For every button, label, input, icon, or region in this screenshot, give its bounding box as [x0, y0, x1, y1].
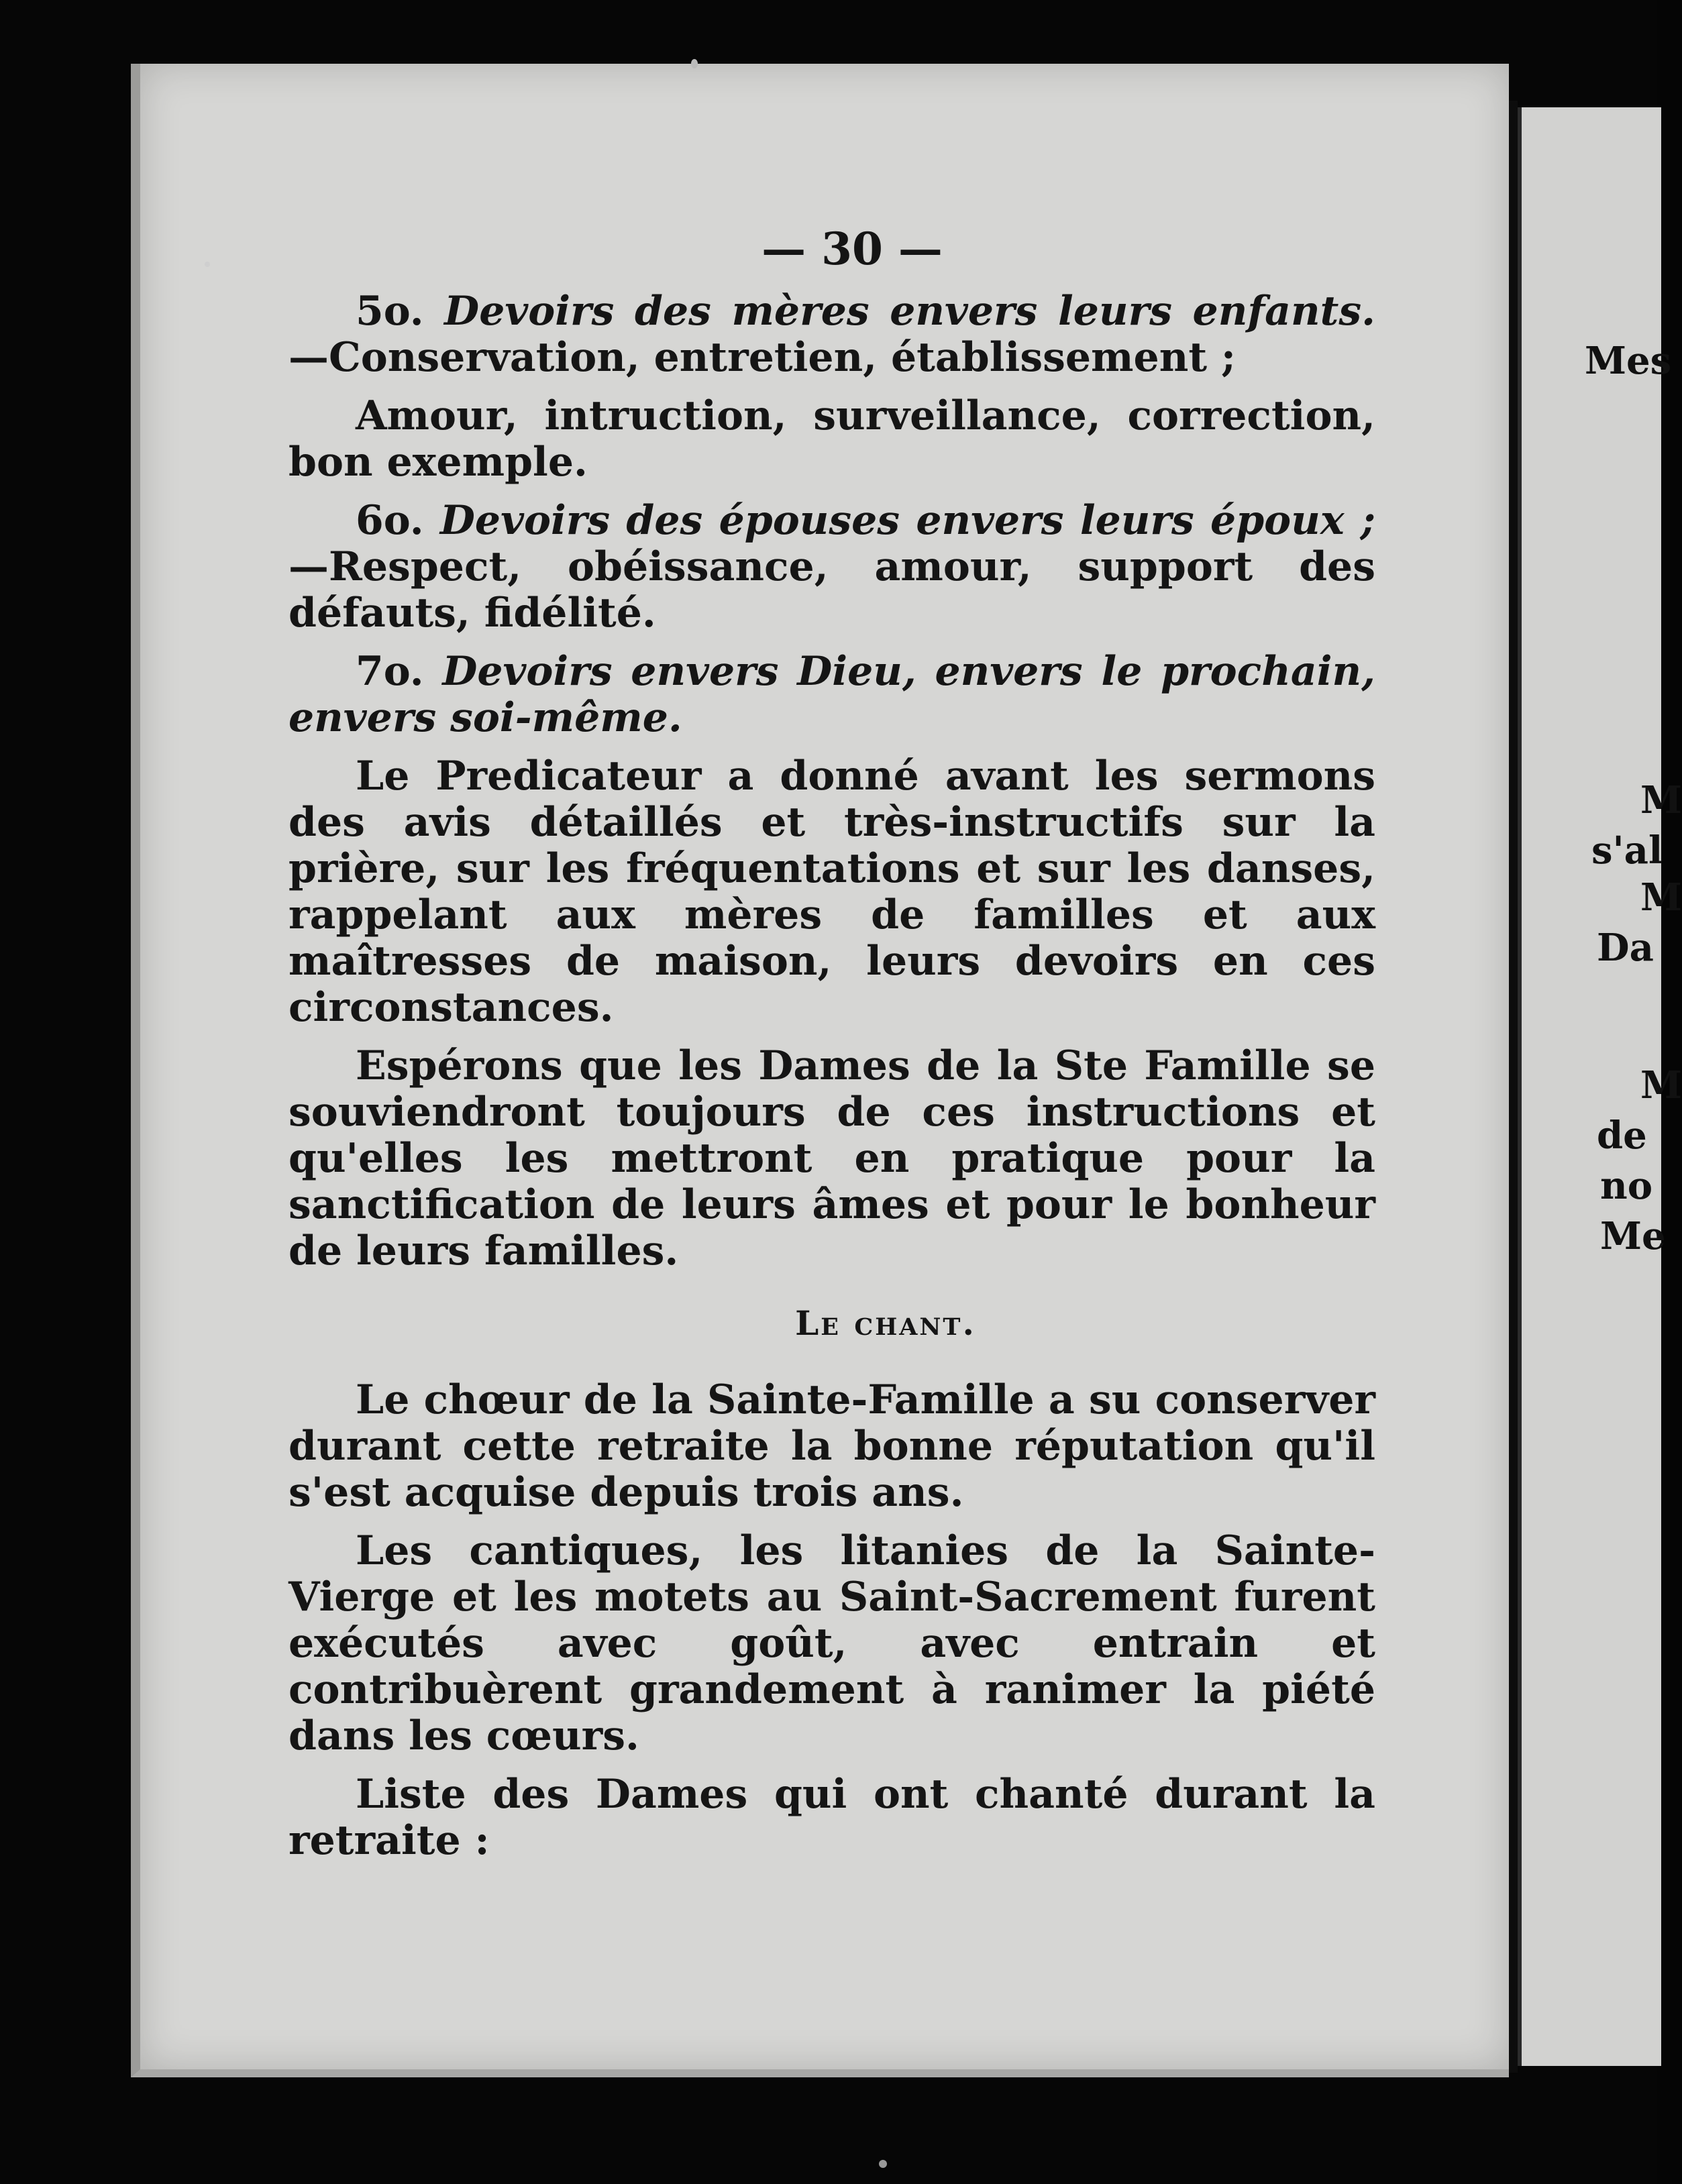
facing-page-fragment: Me	[1600, 1214, 1666, 1258]
facing-page-fragment: no	[1600, 1164, 1653, 1208]
dust-speck	[691, 59, 698, 68]
body-paragraph: Espérons que les Dames de la Ste Famille se souviendront toujours de ces instructions et qu'elles les mettront en pratique pour la sanctification de leurs âmes et pour le bonheur de leurs familles.	[288, 1042, 1375, 1274]
facing-page-fragment: Da	[1597, 926, 1654, 970]
item-number: 5o.	[356, 288, 424, 335]
dust-speck	[879, 2160, 887, 2168]
numbered-item	[288, 498, 1375, 637]
numbered-item	[288, 288, 1375, 381]
body-paragraph: Liste des Dames qui ont chanté durant la retraite :	[288, 1771, 1375, 1864]
facing-page-fragment: M	[1640, 778, 1682, 822]
facing-page-fragment: de	[1597, 1113, 1647, 1158]
item-text: Amour, intruction, surveillance, correction, bon exemple.	[288, 392, 1375, 486]
numbered-item	[288, 649, 1375, 741]
item-title: Devoirs des épouses envers leurs époux ;	[439, 497, 1376, 544]
item-text: —Conservation, entretien, établissement ;	[288, 334, 1237, 381]
facing-page	[1518, 107, 1661, 2066]
facing-page-fragment: M	[1640, 1063, 1682, 1107]
dust-speck	[205, 262, 210, 267]
facing-page-fragment: M	[1640, 875, 1682, 920]
item-number: 7o.	[356, 648, 424, 695]
page-number: — 30 —	[761, 223, 943, 275]
facing-page-fragment: Mes	[1585, 339, 1672, 383]
facing-page-fragment: s'al	[1591, 828, 1663, 873]
item-title: Devoirs envers Dieu, envers le prochain, envers soi-même.	[288, 648, 1376, 741]
body-paragraph: Les cantiques, les litanies de la Sainte-Vierge et les motets au Saint-Sacrement furent exécutés avec goût, avec entrain et contribuèrent grandement à ranimer la piété dans les cœurs.	[288, 1527, 1375, 1759]
page-body	[288, 288, 1375, 1876]
section-heading: Le chant.	[795, 1303, 976, 1343]
item-continuation	[288, 393, 1375, 486]
body-paragraph: Le Predicateur a donné avant les sermons des avis détaillés et très-instructifs sur la prière, sur les fréquentations et sur les danses, rappelant aux mères de familles et aux maîtresses de maison, leurs devoirs en ces circonstances.	[288, 753, 1375, 1031]
body-paragraph: Le chœur de la Sainte-Famille a su conserver durant cette retraite la bonne réputation qu'il s'est acquise depuis trois ans.	[288, 1376, 1375, 1516]
item-text: —Respect, obéissance, amour, support des défauts, fidélité.	[288, 543, 1375, 637]
item-title: Devoirs des mères envers leurs enfants.	[444, 288, 1376, 335]
item-number: 6o.	[356, 497, 424, 544]
